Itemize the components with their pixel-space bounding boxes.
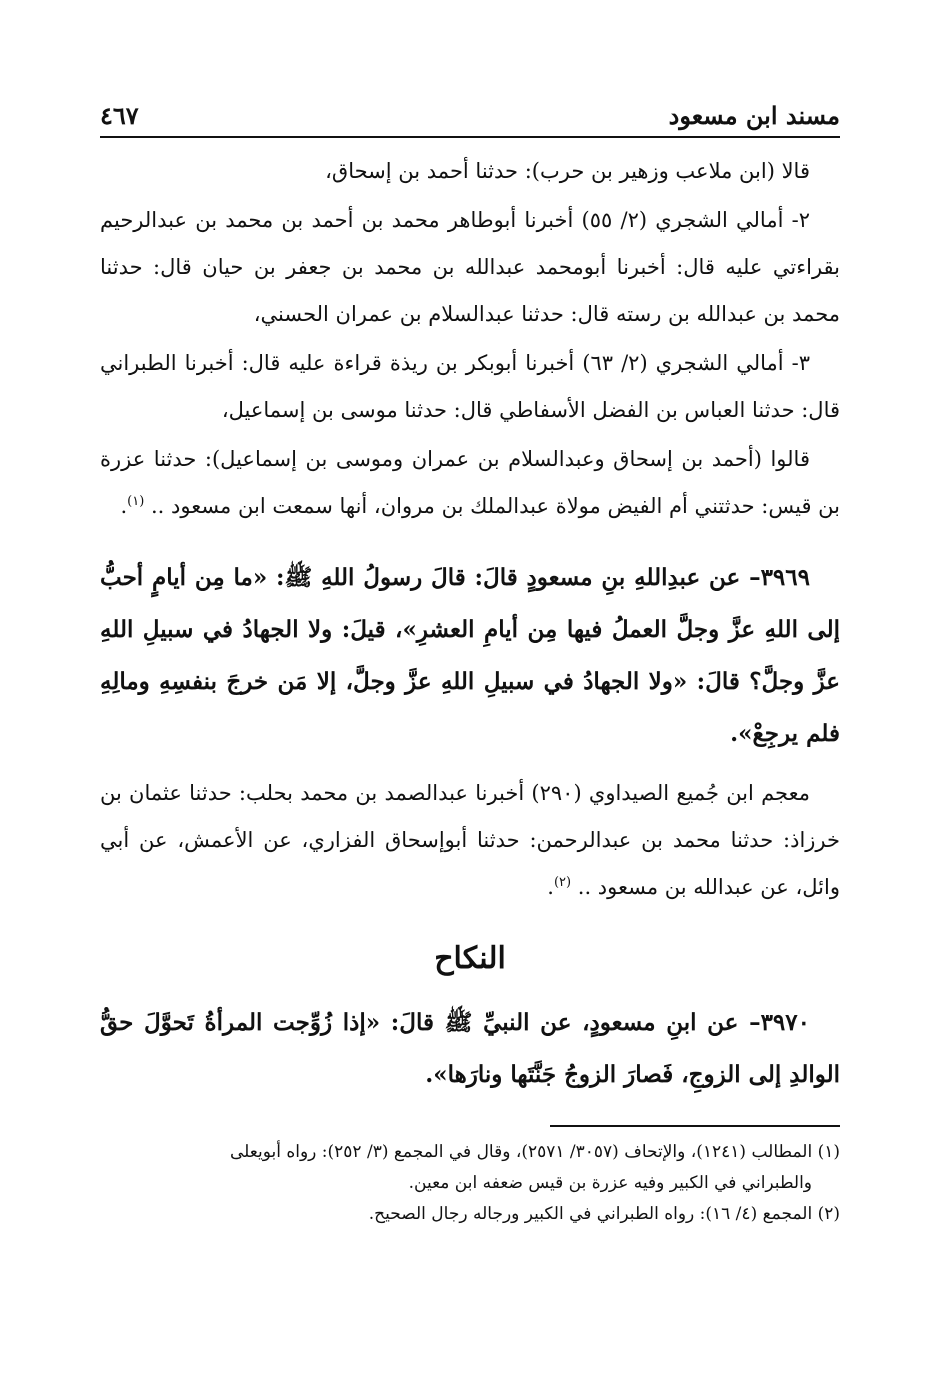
hadith-text: عن ابنِ مسعودٍ، عن النبيِّ ﷺ قالَ: «إذا زُوِّجت المرأةُ تَحوَّلَ حقُّ الوالدِ إلى الزوجِ، فَصارَ الزوجُ جَنَّتَها ونارَها». — [100, 1009, 840, 1088]
footnote-1-continued: والطبراني في الكبير وفيه عزرة بن قيس ضعفه ابن معين. — [408, 1173, 812, 1193]
paragraph-chain-1: قالا (ابن ملاعب وزهير بن حرب): حدثنا أحمد بن إسحاق، — [325, 159, 810, 183]
period: . — [547, 875, 554, 899]
section-heading: النكاح — [434, 941, 506, 976]
hadith-3969 — [100, 552, 840, 760]
hadith-text: عن عبدِاللهِ بنِ مسعودٍ قالَ: قالَ رسولُ اللهِ ﷺ: «ما مِن أيامٍ أحبُّ إلى اللهِ عزَّ وجلَّ العملُ فيها مِن أيامِ العشرِ»، قيلَ: ولا الجهادُ في سبيلِ اللهِ عزَّ وجلَّ؟ قالَ: «ولا الجهادُ في سبيلِ اللهِ عزَّ وجلَّ، إلا مَن خرجَ بنفسِهِ ومالِهِ فلم يرجِعْ». — [100, 564, 840, 747]
hadith-3969-source — [100, 770, 840, 911]
hadith-number: ٣٩٧٠– — [749, 1009, 810, 1036]
page — [100, 86, 840, 1230]
book-title: مسند ابن مسعود — [668, 101, 840, 130]
hadith-3970 — [100, 997, 840, 1101]
footnote-ref-2[interactable]: (٢) — [553, 875, 572, 890]
paragraph-chain-3: ٣- أمالي الشجري (٢/ ٦٣) أخبرنا أبوبكر بن ريذة قراءة عليه قال: أخبرنا الطبراني قال: حدثنا العباس بن الفضل الأسفاطي قال: حدثنا موسى بن إسماعيل، — [100, 351, 840, 422]
footnote-ref-1[interactable]: (١) — [127, 494, 145, 509]
paragraph-chain-4 — [100, 436, 840, 530]
footnote-2: (٢) المجمع (٤/ ١٦): رواه الطبراني في الكبير ورجاله رجال الصحيح. — [368, 1204, 840, 1224]
paragraph-chain-4-text: قالوا (أحمد بن إسحاق وعبدالسلام بن عمران وموسى بن إسماعيل): حدثنا عزرة بن قيس: حدثتني أم الفيض مولاة عبدالملك بن مروان، أنها سمعت ابن مسعود .. — [100, 447, 840, 518]
source-text: معجم ابن جُميع الصيداوي (٢٩٠) أخبرنا عبدالصمد بن محمد بحلب: حدثنا عثمان بن خرزاذ: حدثنا محمد بن عبدالرحمن: حدثنا أبوإسحاق الفزاري، عن الأعمش، عن أبي وائل، عن عبدالله بن مسعود .. — [100, 781, 840, 899]
paragraph-chain-2: ٢- أمالي الشجري (٢/ ٥٥) أخبرنا أبوطاهر محمد بن أحمد بن محمد بن عبدالرحيم بقراءتي عليه قال: أخبرنا أبومحمد عبدالله بن محمد بن جعفر بن حيان قال: حدثنا محمد بن عبدالله بن رسته قال: حدثنا عبدالسلام بن عمران الحسني، — [100, 208, 840, 326]
page-number: ٤٦٧ — [100, 101, 139, 130]
period: . — [120, 494, 128, 518]
footnotes — [100, 1137, 840, 1230]
hadith-number: ٣٩٦٩– — [749, 564, 810, 591]
page-body — [100, 138, 840, 1230]
footnote-1: (١) المطالب (١٢٤١)، والإتحاف (٣٠٥٧/ ٢٥٧١)، وقال في المجمع (٣/ ٢٥٢): رواه أبويعلى — [229, 1142, 840, 1162]
footnote-separator — [550, 1125, 840, 1127]
page-header — [100, 86, 840, 138]
